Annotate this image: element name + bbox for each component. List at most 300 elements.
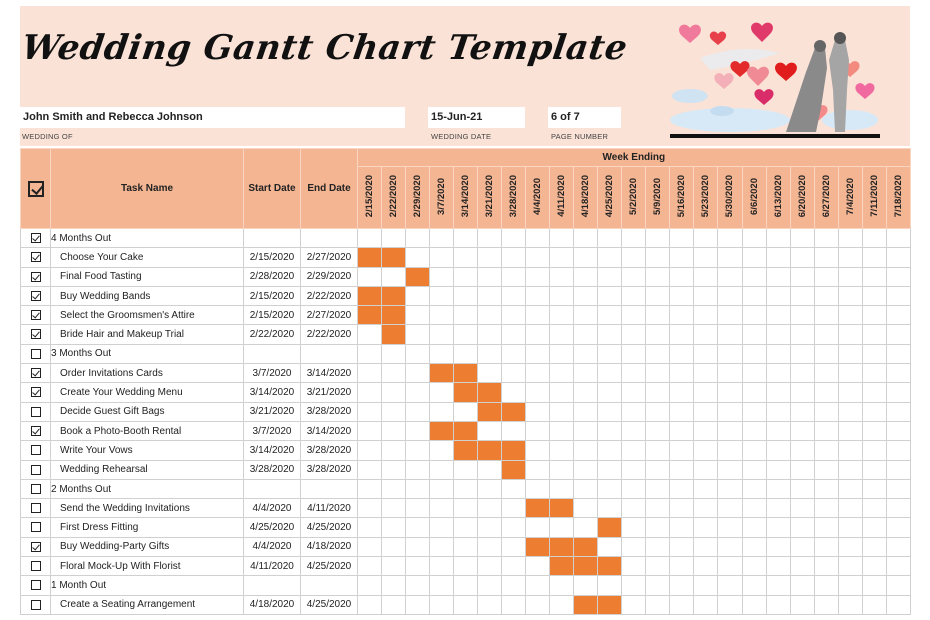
- checked-checkbox-icon[interactable]: [31, 291, 41, 301]
- checked-checkbox-icon[interactable]: [28, 181, 44, 197]
- checkbox-cell[interactable]: [21, 325, 51, 344]
- group-name[interactable]: 3 Months Out: [51, 344, 244, 363]
- week-header: [718, 167, 742, 229]
- gantt-cell: [406, 344, 430, 363]
- gantt-cell: [382, 499, 406, 518]
- gantt-cell: [406, 229, 430, 248]
- checkbox-cell[interactable]: [21, 383, 51, 402]
- gantt-cell: [670, 383, 694, 402]
- gantt-cell: [790, 344, 814, 363]
- start-date-cell[interactable]: 2/22/2020: [244, 325, 301, 344]
- task-row: [21, 325, 911, 344]
- task-name[interactable]: Decide Guest Gift Bags: [51, 402, 244, 421]
- gantt-cell: [454, 595, 478, 614]
- week-header: [670, 167, 694, 229]
- gantt-cell: [478, 306, 502, 325]
- page-number-field[interactable]: 6 of 7: [548, 107, 621, 128]
- gantt-cell: [718, 518, 742, 537]
- checkbox-cell[interactable]: [21, 479, 51, 498]
- gantt-cell: [622, 460, 646, 479]
- unchecked-checkbox-icon[interactable]: [31, 600, 41, 610]
- start-date-cell[interactable]: 3/7/2020: [244, 364, 301, 383]
- gantt-cell: [718, 248, 742, 267]
- start-date-cell[interactable]: 3/28/2020: [244, 460, 301, 479]
- unchecked-checkbox-icon[interactable]: [31, 561, 41, 571]
- gantt-cell: [622, 402, 646, 421]
- end-date-cell[interactable]: 3/28/2020: [301, 402, 358, 421]
- gantt-bar-cell: [382, 306, 406, 325]
- checked-checkbox-icon[interactable]: [31, 310, 41, 320]
- gantt-bar-cell: [574, 537, 598, 556]
- checkbox-cell[interactable]: [21, 595, 51, 614]
- start-date-cell[interactable]: 4/4/2020: [244, 537, 301, 556]
- week-date-label: 5/16/2020: [676, 174, 688, 218]
- end-date-cell[interactable]: 3/14/2020: [301, 364, 358, 383]
- end-date-cell[interactable]: 3/28/2020: [301, 460, 358, 479]
- week-header: [550, 167, 574, 229]
- gantt-cell: [550, 267, 574, 286]
- gantt-cell: [670, 286, 694, 305]
- end-date-cell[interactable]: [301, 229, 358, 248]
- week-date-label: 5/9/2020: [652, 177, 664, 215]
- week-header: [766, 167, 790, 229]
- start-date-cell[interactable]: 3/7/2020: [244, 421, 301, 440]
- task-name[interactable]: Create Your Wedding Menu: [51, 383, 244, 402]
- gantt-cell: [814, 383, 838, 402]
- gantt-cell: [550, 286, 574, 305]
- checked-checkbox-icon[interactable]: [31, 542, 41, 552]
- gantt-cell: [358, 537, 382, 556]
- gantt-cell: [574, 229, 598, 248]
- gantt-cell: [766, 576, 790, 595]
- end-date-cell[interactable]: [301, 479, 358, 498]
- wedding-date-field[interactable]: 15-Jun-21: [428, 107, 525, 128]
- start-date-cell[interactable]: 2/15/2020: [244, 306, 301, 325]
- gantt-cell: [406, 286, 430, 305]
- checkbox-cell[interactable]: [21, 286, 51, 305]
- checkbox-cell[interactable]: [21, 557, 51, 576]
- task-name[interactable]: Choose Your Cake: [51, 248, 244, 267]
- gantt-cell: [478, 364, 502, 383]
- unchecked-checkbox-icon[interactable]: [31, 465, 41, 475]
- gantt-cell: [886, 595, 910, 614]
- unchecked-checkbox-icon[interactable]: [31, 503, 41, 513]
- gantt-cell: [454, 499, 478, 518]
- gantt-cell: [862, 421, 886, 440]
- checkbox-cell[interactable]: [21, 537, 51, 556]
- gantt-cell: [574, 364, 598, 383]
- task-row: [21, 421, 911, 440]
- end-date-cell[interactable]: 2/29/2020: [301, 267, 358, 286]
- checked-checkbox-icon[interactable]: [31, 426, 41, 436]
- start-date-cell[interactable]: 2/15/2020: [244, 248, 301, 267]
- gantt-bar-cell: [526, 537, 550, 556]
- gantt-cell: [814, 402, 838, 421]
- start-date-cell[interactable]: 2/15/2020: [244, 286, 301, 305]
- end-date-cell[interactable]: 3/21/2020: [301, 383, 358, 402]
- gantt-cell: [574, 499, 598, 518]
- gantt-cell: [766, 267, 790, 286]
- unchecked-checkbox-icon[interactable]: [31, 445, 41, 455]
- task-name[interactable]: Bride Hair and Makeup Trial: [51, 325, 244, 344]
- gantt-cell: [406, 306, 430, 325]
- week-header: [886, 167, 910, 229]
- gantt-cell: [670, 518, 694, 537]
- gantt-bar-cell: [406, 267, 430, 286]
- gantt-cell: [718, 306, 742, 325]
- start-date-cell[interactable]: [244, 479, 301, 498]
- gantt-cell: [742, 576, 766, 595]
- start-date-cell[interactable]: 3/21/2020: [244, 402, 301, 421]
- task-name[interactable]: Send the Wedding Invitations: [51, 499, 244, 518]
- task-row: [21, 248, 911, 267]
- gantt-cell: [526, 576, 550, 595]
- checked-checkbox-icon[interactable]: [31, 387, 41, 397]
- gantt-cell: [406, 325, 430, 344]
- select-all-header[interactable]: [21, 149, 51, 229]
- gantt-cell: [502, 479, 526, 498]
- gantt-cell: [502, 286, 526, 305]
- gantt-cell: [862, 595, 886, 614]
- checkbox-cell[interactable]: [21, 460, 51, 479]
- page-number-label: PAGE NUMBER: [551, 132, 609, 141]
- gantt-cell: [862, 576, 886, 595]
- week-header: [622, 167, 646, 229]
- task-name[interactable]: Buy Wedding Bands: [51, 286, 244, 305]
- end-date-cell[interactable]: 4/25/2020: [301, 557, 358, 576]
- start-date-cell[interactable]: 2/28/2020: [244, 267, 301, 286]
- gantt-cell: [430, 383, 454, 402]
- gantt-cell: [550, 383, 574, 402]
- checkbox-cell[interactable]: [21, 402, 51, 421]
- wedding-of-field[interactable]: John Smith and Rebecca Johnson: [20, 107, 405, 128]
- week-header: [862, 167, 886, 229]
- gantt-cell: [358, 402, 382, 421]
- gantt-cell: [862, 557, 886, 576]
- gantt-cell: [382, 383, 406, 402]
- gantt-bar-cell: [358, 248, 382, 267]
- gantt-cell: [790, 286, 814, 305]
- gantt-cell: [478, 518, 502, 537]
- unchecked-checkbox-icon[interactable]: [31, 484, 41, 494]
- gantt-cell: [598, 421, 622, 440]
- gantt-cell: [526, 344, 550, 363]
- task-row: [21, 518, 911, 537]
- gantt-cell: [886, 344, 910, 363]
- gantt-cell: [862, 248, 886, 267]
- gantt-cell: [646, 402, 670, 421]
- gantt-cell: [814, 286, 838, 305]
- gantt-cell: [790, 537, 814, 556]
- start-date-cell[interactable]: 4/11/2020: [244, 557, 301, 576]
- start-date-cell[interactable]: [244, 344, 301, 363]
- gantt-cell: [694, 479, 718, 498]
- unchecked-checkbox-icon[interactable]: [31, 580, 41, 590]
- checkbox-cell[interactable]: [21, 344, 51, 363]
- gantt-cell: [766, 479, 790, 498]
- gantt-cell: [382, 229, 406, 248]
- checked-checkbox-icon[interactable]: [31, 272, 41, 282]
- gantt-cell: [838, 421, 862, 440]
- week-date-label: 6/27/2020: [820, 174, 832, 218]
- gantt-cell: [790, 229, 814, 248]
- task-name[interactable]: Wedding Rehearsal: [51, 460, 244, 479]
- gantt-cell: [838, 460, 862, 479]
- gantt-cell: [886, 537, 910, 556]
- gantt-cell: [670, 460, 694, 479]
- gantt-cell: [814, 576, 838, 595]
- unchecked-checkbox-icon[interactable]: [31, 349, 41, 359]
- task-row: [21, 267, 911, 286]
- gantt-cell: [742, 306, 766, 325]
- gantt-cell: [742, 267, 766, 286]
- gantt-cell: [790, 479, 814, 498]
- page-title: Wedding Gantt Chart Template: [19, 28, 631, 68]
- gantt-cell: [478, 576, 502, 595]
- task-row: [21, 460, 911, 479]
- gantt-cell: [550, 229, 574, 248]
- end-date-cell[interactable]: 2/27/2020: [301, 248, 358, 267]
- start-date-cell[interactable]: [244, 576, 301, 595]
- gantt-bar-cell: [430, 364, 454, 383]
- gantt-cell: [742, 537, 766, 556]
- week-header: [814, 167, 838, 229]
- gantt-cell: [862, 383, 886, 402]
- gantt-cell: [526, 383, 550, 402]
- gantt-cell: [838, 518, 862, 537]
- gantt-cell: [862, 286, 886, 305]
- week-date-label: 6/6/2020: [748, 177, 760, 215]
- gantt-cell: [718, 576, 742, 595]
- checkbox-cell[interactable]: [21, 248, 51, 267]
- gantt-cell: [814, 421, 838, 440]
- task-row: [21, 383, 911, 402]
- end-date-cell[interactable]: 2/22/2020: [301, 286, 358, 305]
- gantt-bar-cell: [454, 421, 478, 440]
- gantt-bar-cell: [382, 248, 406, 267]
- gantt-cell: [670, 402, 694, 421]
- task-row: [21, 595, 911, 614]
- gantt-cell: [766, 248, 790, 267]
- week-date-label: 5/30/2020: [724, 174, 736, 218]
- gantt-cell: [502, 383, 526, 402]
- gantt-cell: [718, 267, 742, 286]
- week-date-label: 3/14/2020: [460, 174, 472, 218]
- gantt-cell: [382, 479, 406, 498]
- task-name[interactable]: Buy Wedding-Party Gifts: [51, 537, 244, 556]
- unchecked-checkbox-icon[interactable]: [31, 522, 41, 532]
- checkbox-cell[interactable]: [21, 364, 51, 383]
- gantt-cell: [670, 364, 694, 383]
- gantt-cell: [550, 421, 574, 440]
- gantt-cell: [550, 364, 574, 383]
- gantt-cell: [430, 325, 454, 344]
- gantt-cell: [838, 383, 862, 402]
- checkbox-cell[interactable]: [21, 267, 51, 286]
- task-name[interactable]: Order Invitations Cards: [51, 364, 244, 383]
- gantt-cell: [454, 267, 478, 286]
- gantt-cell: [598, 344, 622, 363]
- group-name[interactable]: 2 Months Out: [51, 479, 244, 498]
- gantt-cell: [622, 267, 646, 286]
- gantt-cell: [550, 402, 574, 421]
- task-name[interactable]: Select the Groomsmen's Attire: [51, 306, 244, 325]
- gantt-cell: [574, 286, 598, 305]
- gantt-cell: [646, 518, 670, 537]
- gantt-cell: [766, 402, 790, 421]
- checkbox-cell[interactable]: [21, 306, 51, 325]
- gantt-cell: [622, 576, 646, 595]
- gantt-bar-cell: [526, 499, 550, 518]
- task-name[interactable]: Create a Seating Arrangement: [51, 595, 244, 614]
- gantt-cell: [814, 537, 838, 556]
- gantt-cell: [718, 325, 742, 344]
- gantt-cell: [550, 576, 574, 595]
- gantt-cell: [742, 460, 766, 479]
- gantt-cell: [598, 576, 622, 595]
- start-date-cell[interactable]: 3/14/2020: [244, 383, 301, 402]
- week-ending-header: Week Ending: [358, 149, 911, 167]
- checkbox-cell[interactable]: [21, 499, 51, 518]
- end-date-cell[interactable]: [301, 344, 358, 363]
- gantt-cell: [550, 460, 574, 479]
- start-date-cell[interactable]: 4/4/2020: [244, 499, 301, 518]
- checkbox-cell[interactable]: [21, 421, 51, 440]
- gantt-cell: [694, 402, 718, 421]
- gantt-cell: [718, 229, 742, 248]
- gantt-cell: [766, 421, 790, 440]
- week-header: [382, 167, 406, 229]
- gantt-cell: [454, 325, 478, 344]
- start-date-cell[interactable]: [244, 229, 301, 248]
- gantt-cell: [502, 229, 526, 248]
- gantt-cell: [742, 229, 766, 248]
- task-row: [21, 402, 911, 421]
- gantt-cell: [886, 364, 910, 383]
- wedding-couple-illustration: [660, 8, 885, 140]
- gantt-cell: [598, 229, 622, 248]
- gantt-cell: [646, 557, 670, 576]
- gantt-cell: [406, 576, 430, 595]
- gantt-cell: [478, 537, 502, 556]
- gantt-cell: [622, 441, 646, 460]
- gantt-cell: [406, 421, 430, 440]
- checkbox-cell[interactable]: [21, 229, 51, 248]
- gantt-cell: [646, 595, 670, 614]
- end-date-cell[interactable]: 2/27/2020: [301, 306, 358, 325]
- end-date-cell[interactable]: 4/11/2020: [301, 499, 358, 518]
- gantt-cell: [670, 344, 694, 363]
- week-date-label: 2/29/2020: [412, 174, 424, 218]
- gantt-cell: [646, 344, 670, 363]
- gantt-cell: [430, 306, 454, 325]
- gantt-cell: [598, 306, 622, 325]
- checked-checkbox-icon[interactable]: [31, 233, 41, 243]
- task-name[interactable]: Floral Mock-Up With Florist: [51, 557, 244, 576]
- checkbox-cell[interactable]: [21, 576, 51, 595]
- end-date-cell[interactable]: 4/25/2020: [301, 595, 358, 614]
- start-date-cell[interactable]: 3/14/2020: [244, 441, 301, 460]
- gantt-cell: [646, 460, 670, 479]
- gantt-cell: [670, 325, 694, 344]
- gantt-cell: [838, 557, 862, 576]
- unchecked-checkbox-icon[interactable]: [31, 407, 41, 417]
- gantt-bar-cell: [550, 537, 574, 556]
- gantt-cell: [718, 441, 742, 460]
- gantt-cell: [358, 441, 382, 460]
- gantt-cell: [454, 479, 478, 498]
- start-date-cell[interactable]: 4/25/2020: [244, 518, 301, 537]
- gantt-cell: [646, 537, 670, 556]
- end-date-cell[interactable]: 4/25/2020: [301, 518, 358, 537]
- checkbox-cell[interactable]: [21, 518, 51, 537]
- end-date-cell[interactable]: 3/28/2020: [301, 441, 358, 460]
- gantt-cell: [574, 421, 598, 440]
- checked-checkbox-icon[interactable]: [31, 368, 41, 378]
- gantt-cell: [766, 325, 790, 344]
- week-date-label: 3/21/2020: [484, 174, 496, 218]
- wedding-date-label: WEDDING DATE: [431, 132, 492, 141]
- gantt-cell: [526, 595, 550, 614]
- gantt-cell: [646, 383, 670, 402]
- gantt-bar-cell: [382, 325, 406, 344]
- gantt-cell: [694, 576, 718, 595]
- start-date-cell[interactable]: 4/18/2020: [244, 595, 301, 614]
- gantt-cell: [670, 576, 694, 595]
- gantt-bar-cell: [574, 595, 598, 614]
- gantt-cell: [694, 325, 718, 344]
- end-date-cell[interactable]: 4/18/2020: [301, 537, 358, 556]
- gantt-cell: [382, 402, 406, 421]
- checkbox-cell[interactable]: [21, 441, 51, 460]
- task-name[interactable]: Final Food Tasting: [51, 267, 244, 286]
- end-date-cell[interactable]: 2/22/2020: [301, 325, 358, 344]
- gantt-cell: [814, 267, 838, 286]
- gantt-cell: [406, 499, 430, 518]
- gantt-cell: [718, 402, 742, 421]
- gantt-bar-cell: [502, 402, 526, 421]
- gantt-cell: [502, 364, 526, 383]
- gantt-cell: [598, 402, 622, 421]
- task-name[interactable]: Write Your Vows: [51, 441, 244, 460]
- gantt-cell: [766, 518, 790, 537]
- gantt-cell: [502, 537, 526, 556]
- task-name[interactable]: Book a Photo-Booth Rental: [51, 421, 244, 440]
- checked-checkbox-icon[interactable]: [31, 252, 41, 262]
- gantt-bar-cell: [574, 557, 598, 576]
- gantt-cell: [814, 518, 838, 537]
- group-name[interactable]: 1 Month Out: [51, 576, 244, 595]
- group-name[interactable]: 4 Months Out: [51, 229, 244, 248]
- gantt-cell: [478, 557, 502, 576]
- gantt-cell: [886, 557, 910, 576]
- gantt-cell: [694, 557, 718, 576]
- gantt-cell: [526, 557, 550, 576]
- gantt-cell: [622, 595, 646, 614]
- task-name[interactable]: First Dress Fitting: [51, 518, 244, 537]
- gantt-cell: [766, 344, 790, 363]
- gantt-cell: [454, 248, 478, 267]
- gantt-cell: [766, 383, 790, 402]
- end-date-cell[interactable]: [301, 576, 358, 595]
- checked-checkbox-icon[interactable]: [31, 329, 41, 339]
- week-header: [478, 167, 502, 229]
- gantt-cell: [814, 344, 838, 363]
- end-date-cell[interactable]: 3/14/2020: [301, 421, 358, 440]
- gantt-cell: [862, 537, 886, 556]
- gantt-cell: [646, 364, 670, 383]
- gantt-cell: [790, 383, 814, 402]
